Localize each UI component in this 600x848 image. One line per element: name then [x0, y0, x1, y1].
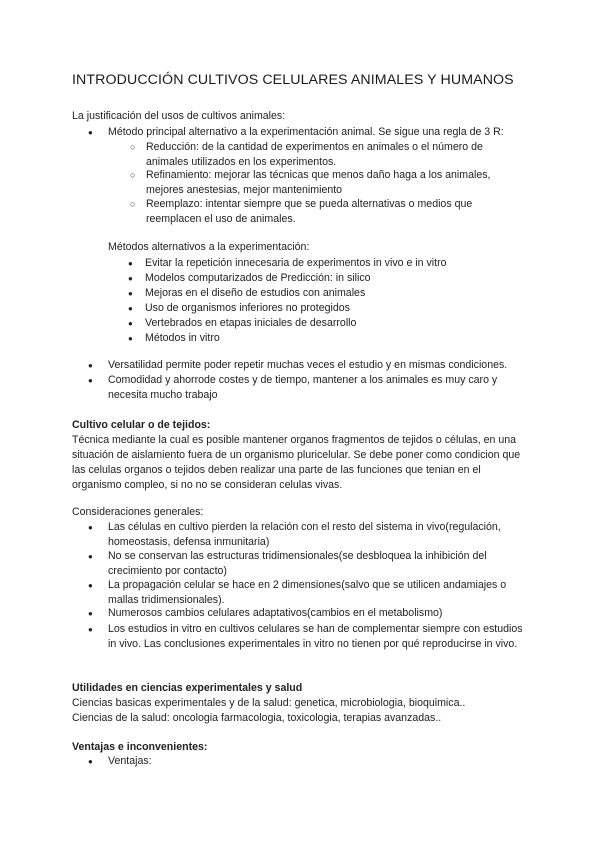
list-item-text: Reemplazo: intentar siempre que se pueda alternativas o medios que reemplacen el uso de animales. [146, 198, 473, 225]
alt-methods-heading: Métodos alternativos a la experimentación: [108, 241, 310, 253]
bullet-icon: ● [128, 334, 133, 343]
utilidades-line: Ciencias de la salud: oncologia farmacologia, toxicologia, terapias avanzadas.. [72, 712, 442, 724]
list-item-text: Versatilidad permite poder repetir muchas veces el estudio y en mismas condiciones. [108, 359, 508, 371]
list-item-text: Refinamiento: mejorar las técnicas que menos daño haga a los animales, mejores anestesias, mejor mantenimiento [146, 169, 491, 196]
bullet-icon: ● [88, 609, 93, 618]
list-item-text: Comodidad y ahorrode costes y de tiempo, mantener a los animales es muy caro y necesita mucho trabajo [108, 374, 498, 401]
bullet-icon: ● [128, 259, 133, 268]
bullet-icon: ● [88, 581, 93, 590]
section-heading-utilidades: Utilidades en ciencias experimentales y salud [72, 682, 303, 694]
bullet-icon: ● [88, 625, 93, 634]
list-item-text: Método principal alternativo a la experimentación animal. Se sigue una regla de 3 R: [108, 126, 504, 138]
list-item-text: Uso de organismos inferiores no protegidos [145, 302, 350, 314]
list-item-text: La propagación celular se hace en 2 dimensiones(salvo que se utilicen andamiajes o mallas tridimensionales). [108, 579, 507, 606]
section-heading-ventajas: Ventajas e inconvenientes: [72, 741, 208, 753]
list-item-text: Numerosos cambios celulares adaptativos(cambios en el metabolismo) [108, 607, 443, 619]
list-item-text: Los estudios in vitro en cultivos celulares se han de complementar siempre con estudios in vivo. Las conclusiones experimentales in vitro no tienen por qué reproducirse in vivo. [108, 623, 523, 650]
cultivo-paragraph: Técnica mediante la cual es posible mantener organos fragmentos de tejidos o células, en una situación de aislamiento fuera de un organismo pluricelular. Se debe poner como condicion que las celulas organos o tejidos deben realizar una parte de las funciones que tenian en el organismo compleo, si no no se consideran celulas vivas. [72, 434, 521, 491]
list-item-text: No se conservan las estructuras tridimensionales(se desbloquea la inhibición del crecimiento por contacto) [108, 550, 487, 577]
bullet-icon: ● [128, 274, 133, 283]
consideraciones-heading: Consideraciones generales: [72, 506, 204, 518]
circle-bullet-icon: ○ [130, 170, 136, 180]
circle-bullet-icon: ○ [130, 199, 136, 209]
bullet-icon: ● [128, 319, 133, 328]
bullet-icon: ● [128, 289, 133, 298]
list-item-text: Vertebrados en etapas iniciales de desarrollo [145, 317, 357, 329]
section-heading-cultivo: Cultivo celular o de tejidos: [72, 419, 211, 431]
utilidades-line: Ciencias basicas experimentales y de la salud: genetica, microbiologia, bioquimica.. [72, 697, 466, 709]
list-item-text: Ventajas: [108, 755, 152, 767]
bullet-icon: ● [88, 361, 93, 370]
document-title: INTRODUCCIÓN CULTIVOS CELULARES ANIMALES Y HUMANOS [72, 72, 514, 88]
list-item-text: Modelos computarizados de Predicción: in silico [145, 272, 371, 284]
bullet-icon: ● [88, 523, 93, 532]
list-item-text: Las células en cultivo pierden la relación con el resto del sistema in vivo(regulación, homeostasis, defensa inmunitaria) [108, 521, 501, 548]
bullet-icon: ● [88, 128, 93, 137]
list-item-text: Reducción: de la cantidad de experimentos en animales o el número de animales utilizados en los experimentos. [146, 141, 483, 168]
bullet-icon: ● [88, 757, 93, 766]
bullet-icon: ● [88, 552, 93, 561]
bullet-icon: ● [88, 376, 93, 385]
intro-text: La justificación del usos de cultivos animales: [72, 110, 286, 122]
circle-bullet-icon: ○ [130, 142, 136, 152]
bullet-icon: ● [128, 304, 133, 313]
list-item-text: Mejoras en el diseño de estudios con animales [145, 287, 366, 299]
list-item-text: Evitar la repetición innecesaria de experimentos in vivo e in vitro [145, 257, 447, 269]
list-item-text: Métodos in vitro [145, 332, 220, 344]
